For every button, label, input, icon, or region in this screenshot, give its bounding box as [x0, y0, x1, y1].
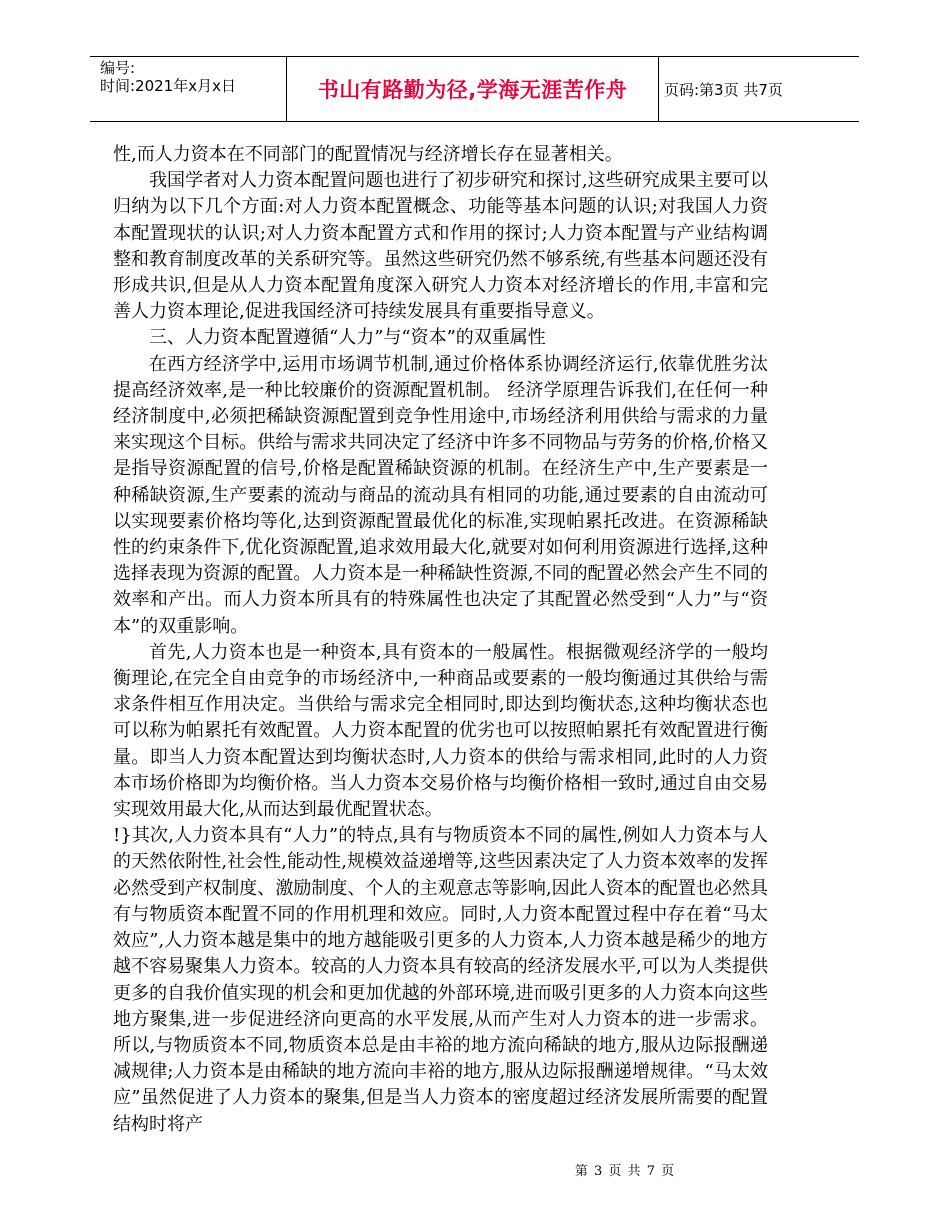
- document-body: [113, 142, 768, 1138]
- body-paragraph: 我国学者对人力资本配置问题也进行了初步研究和探讨,这些研究成果主要可以归纳为以下几个方面:对人力资本配置概念、功能等基本问题的认识;对我国人力资本配置现状的认识;对人力资本配置方式和作用的探讨;人力资本配置与产业结构调整和教育制度改革的关系研究等。虽然这些研究仍然不够系统,有些基本问题还没有形成共识,但是从人力资本配置角度深入研究人力资本对经济增长的作用,丰富和完善人力资本理论,促进我国经济可持续发展具有重要指导意义。: [113, 170, 768, 323]
- header-page-number: 页码:第3页 共7页: [664, 80, 783, 99]
- document-number-label: 编号:: [100, 59, 136, 77]
- body-paragraph: 在西方经济学中,运用市场调节机制,通过价格体系协调经济运行,依靠优胜劣汰提高经济效率,是一种比较廉价的资源配置机制。 经济学原理告诉我们,在任何一种经济制度中,必须把稀缺资源配置到竞争性用途中,市场经济利用供给与需求的力量来实现这个目标。供给与需求共同决定了经济中许多不同物品与劳务的价格,价格又是指导资源配置的信号,价格是配置稀缺资源的机制。在经济生产中,生产要素是一种稀缺资源,生产要素的流动与商品的流动具有相同的功能,通过要素的自由流动可以实现要素价格均等化,达到资源配置最优化的标准,实现帕累托改进。在资源稀缺性的约束条件下,优化资源配置,追求效用最大化,就要对如何利用资源进行选择,这种选择表现为资源的配置。人力资本是一种稀缺性资源,不同的配置必然会产生不同的效率和产出。而人力资本所具有的特殊属性也决定了其配置必然受到“人力”与“资本”的双重影响。: [113, 353, 768, 637]
- page-footer: 第 3 页 共 7 页: [574, 1164, 676, 1179]
- page-header: [90, 56, 859, 122]
- body-paragraph: 性,而人力资本在不同部门的配置情况与经济增长存在显著相关。: [113, 144, 623, 165]
- header-motto: 书山有路勤为径,学海无涯苦作舟: [317, 78, 628, 102]
- document-time-label: 时间:2021年x月x日: [100, 77, 236, 95]
- body-paragraph: 首先,人力资本也是一种资本,具有资本的一般属性。根据微观经济学的一般均衡理论,在完全自由竞争的市场经济中,一种商品或要素的一般均衡通过其供给与需求条件相互作用决定。当供给与需求完全相同时,即达到均衡状态,这种均衡状态也可以称为帕累托有效配置。人力资本配置的优劣也可以按照帕累托有效配置进行衡量。即当人力资本配置达到均衡状态时,人力资本的供给与需求相同,此时的人力资本市场价格即为均衡价格。当人力资本交易价格与均衡价格相一致时,通过自由交易实现效用最大化,从而达到最优配置状态。: [113, 641, 768, 821]
- header-motto-cell: [286, 57, 659, 121]
- body-paragraph: !}其次,人力资本具有“人力”的特点,具有与物质资本不同的属性,例如人力资本与人的天然依附性,社会性,能动性,规模效益递增等,这些因素决定了人力资本效率的发挥必然受到产权制度、激励制度、个人的主观意志等影响,因此人资本的配置也必然具有与物质资本配置不同的作用机理和效应。同时,人力资本配置过程中存在着“马太效应”,人力资本越是集中的地方越能吸引更多的人力资本,人力资本越是稀少的地方越不容易聚集人力资本。较高的人力资本具有较高的经济发展水平,可以为人类提供更多的自我价值实现的机会和更加优越的外部环境,进而吸引更多的人力资本向这些地方聚集,进一步促进经济向更高的水平发展,从而产生对人力资本的进一步需求。所以,与物质资本不同,物质资本总是由丰裕的地方流向稀缺的地方,服从边际报酬递减规律;人力资本是由稀缺的地方流向丰裕的地方,服从边际报酬递增规律。“马太效应”虽然促进了人力资本的聚集,但是当人力资本的密度超过经济发展所需要的配置结构时将产: [113, 825, 768, 1135]
- section-heading: 三、人力资本配置遵循“人力”与“资本”的双重属性: [149, 327, 546, 349]
- header-page-info: [664, 57, 854, 121]
- header-meta: [100, 59, 290, 119]
